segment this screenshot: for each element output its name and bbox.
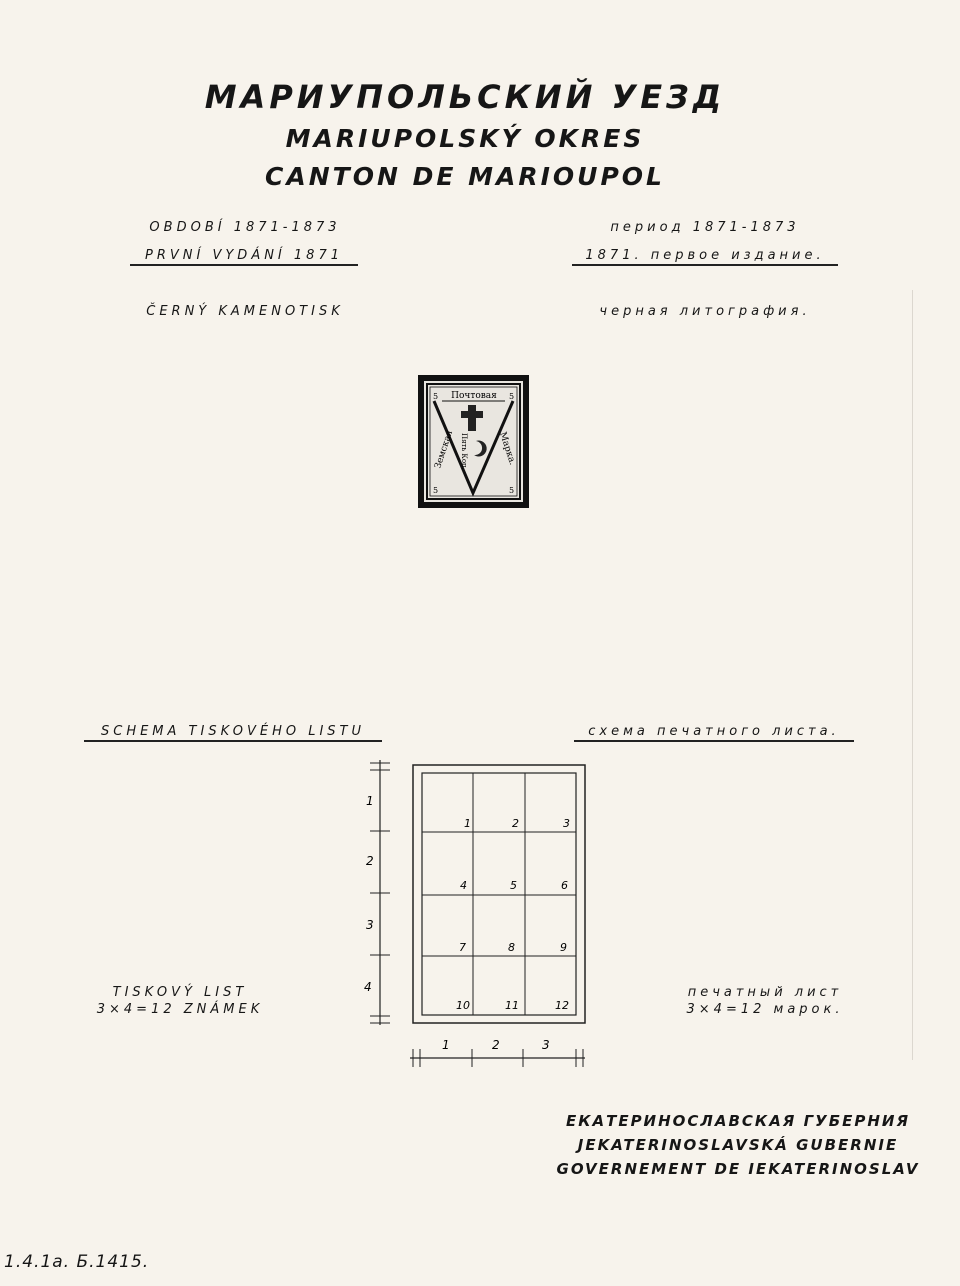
government-czech: JEKATERINOSLAVSKÁ GUBERNIE	[577, 1136, 899, 1154]
stamp-value-bl: 5	[433, 486, 439, 495]
stamp-left-text: Земская	[433, 429, 456, 470]
cell-number: 11	[505, 999, 519, 1012]
col-number: 2	[492, 1038, 500, 1052]
stamp-top-text: Почтовая	[451, 391, 497, 401]
row-number: 3	[366, 918, 374, 932]
stamp-value-tl: 5	[433, 392, 439, 401]
cell-number: 2	[512, 817, 519, 830]
stamp-right-text: Марка.	[497, 430, 518, 467]
title-czech: MARIUPOLSKÝ OKRES	[285, 124, 645, 153]
title-russian: МАРИУПОЛЬСКИЙ УЕЗД	[204, 78, 726, 116]
government-russian: ЕКАТЕРИНОСЛАВСКАЯ ГУБЕРНИЯ	[565, 1112, 911, 1130]
cell-number: 8	[508, 941, 515, 954]
sheet-info-russian-2: 3×4=12 марок.	[686, 1002, 844, 1017]
stamp-value-tr: 5	[509, 392, 515, 401]
row-number: 1	[366, 794, 374, 808]
cell-number: 4	[460, 879, 467, 892]
cell-number: 3	[563, 817, 570, 830]
government-french: GOVERNEMENT DE IEKATERINOSLAV	[556, 1160, 920, 1178]
right-issue: 1871. первое издание.	[572, 248, 838, 266]
scheme-label-russian: схема печатного листа.	[574, 724, 854, 742]
stamp-image	[424, 381, 523, 502]
left-issue: PRVNÍ VYDÁNÍ 1871	[130, 248, 358, 266]
guide-line	[912, 290, 913, 1060]
row-number: 4	[364, 980, 372, 994]
cell-number: 12	[555, 999, 569, 1012]
left-period: OBDOBÍ 1871-1873	[149, 220, 341, 235]
sheet-info-russian-1: печатный лист	[687, 985, 843, 1000]
stamp-value-br: 5	[509, 486, 515, 495]
cell-number: 1	[464, 817, 471, 830]
cell-number: 10	[456, 999, 470, 1012]
stamp-center-text: Пять Коп.	[460, 433, 468, 470]
title-french: CANTON DE MARIOUPOL	[265, 162, 665, 191]
sheet-info-czech-2: 3×4=12 ZNÁMEK	[96, 1002, 264, 1017]
scheme-label-czech: SCHEMA TISKOVÉHO LISTU	[84, 724, 382, 742]
left-method: ČERNÝ KAMENOTISK	[146, 304, 344, 319]
cell-number: 7	[459, 941, 466, 954]
cell-number: 9	[560, 941, 567, 954]
row-number: 2	[366, 854, 374, 868]
sheet-info-czech-1: TISKOVÝ LIST	[112, 985, 248, 1000]
right-period: период 1871-1873	[610, 220, 800, 235]
right-method: черная литография.	[599, 304, 811, 319]
catalog-number: 1.4.1a. Б.1415.	[4, 1252, 150, 1272]
cell-number: 6	[561, 879, 568, 892]
cell-number: 5	[510, 879, 517, 892]
sheet-diagram	[360, 755, 600, 1075]
col-number: 1	[442, 1038, 450, 1052]
col-number: 3	[542, 1038, 550, 1052]
